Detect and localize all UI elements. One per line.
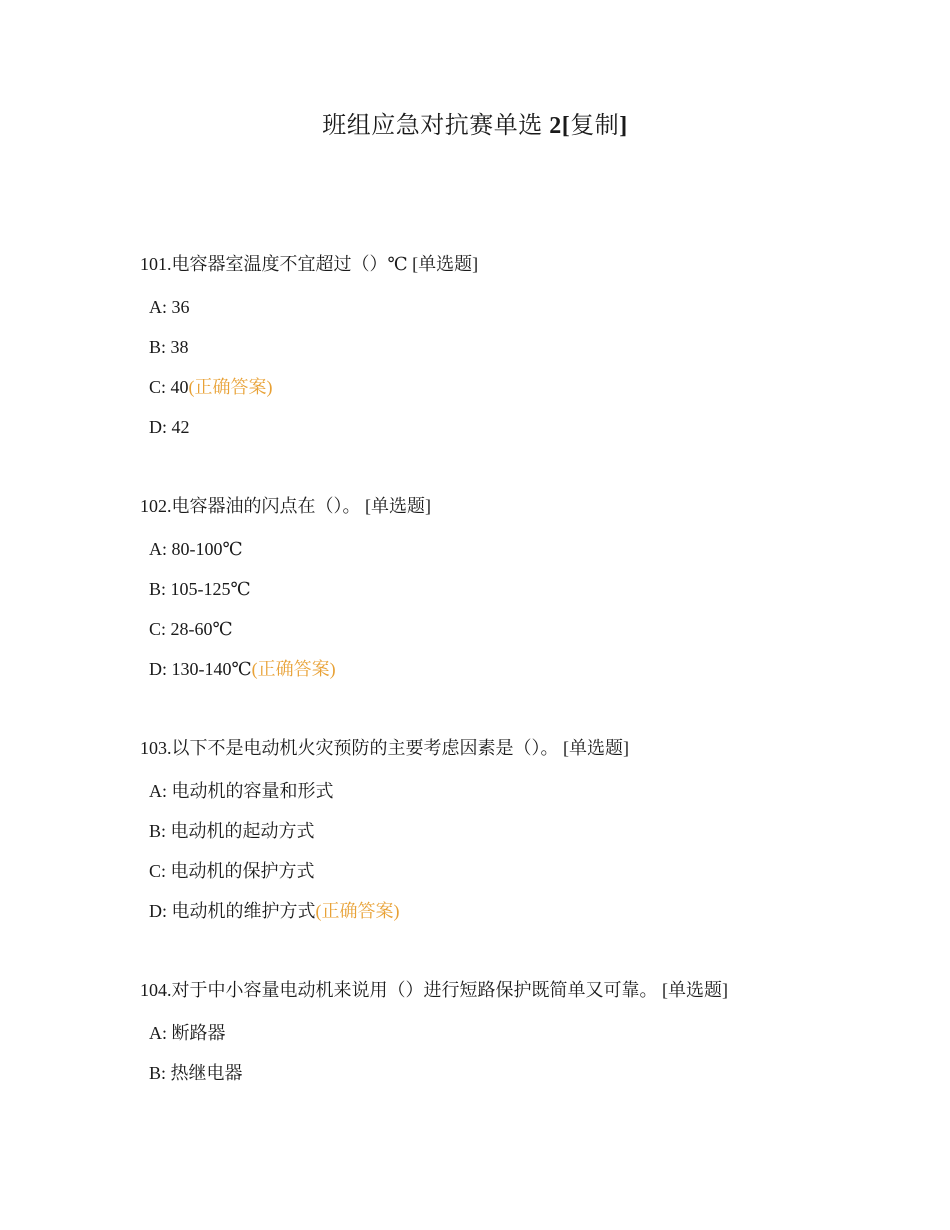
question-102 (140, 493, 900, 679)
option-text: A: 断路器 (149, 1023, 226, 1043)
option-c (149, 861, 900, 881)
question-stem: 101.电容器室温度不宜超过（）℃ [单选题] (140, 254, 479, 274)
option-text: D: 42 (149, 417, 190, 437)
option-a (149, 297, 900, 317)
option-b (149, 821, 900, 841)
option-text: A: 电动机的容量和形式 (149, 781, 334, 801)
title-tail: 复制 (570, 113, 620, 139)
question-stem: 103.以下不是电动机火灾预防的主要考虑因素是（）。 [单选题] (140, 738, 629, 758)
option-list (140, 1023, 900, 1083)
option-d (149, 901, 900, 921)
option-list (140, 297, 900, 437)
option-text: C: 电动机的保护方式 (149, 861, 315, 881)
title-close: ] (619, 113, 628, 139)
option-c (149, 619, 900, 639)
option-list (140, 781, 900, 921)
option-text: B: 105-125℃ (149, 579, 251, 599)
option-text: C: 28-60℃ (149, 619, 233, 639)
option-text: B: 38 (149, 337, 189, 357)
option-text: C: 40 (149, 377, 189, 397)
option-b (149, 579, 900, 599)
title-main: 班组应急对抗赛单选 (322, 113, 543, 139)
option-b (149, 1063, 900, 1083)
option-list (140, 539, 900, 679)
option-text: D: 电动机的维护方式 (149, 901, 316, 921)
option-b (149, 337, 900, 357)
option-text: B: 电动机的起动方式 (149, 821, 315, 841)
question-stem: 104.对于中小容量电动机来说用（）进行短路保护既简单又可靠。 [单选题] (140, 980, 728, 1000)
option-d (149, 417, 900, 437)
correct-answer-note: (正确答案) (315, 901, 400, 921)
option-text: B: 热继电器 (149, 1063, 243, 1083)
option-text: D: 130-140℃ (149, 659, 252, 679)
option-d (149, 659, 900, 679)
option-text: A: 36 (149, 297, 190, 317)
option-c (149, 377, 900, 397)
question-101 (140, 251, 900, 437)
option-a (149, 539, 900, 559)
option-a (149, 781, 900, 801)
option-a (149, 1023, 900, 1043)
question-stem: 102.电容器油的闪点在（）。 [单选题] (140, 496, 431, 516)
correct-answer-note: (正确答案) (188, 377, 273, 397)
question-103 (140, 735, 900, 921)
correct-answer-note: (正确答案) (251, 659, 336, 679)
title-bold: 2[ (549, 113, 571, 139)
page-title (0, 110, 950, 142)
question-104 (140, 977, 900, 1083)
option-text: A: 80-100℃ (149, 539, 243, 559)
